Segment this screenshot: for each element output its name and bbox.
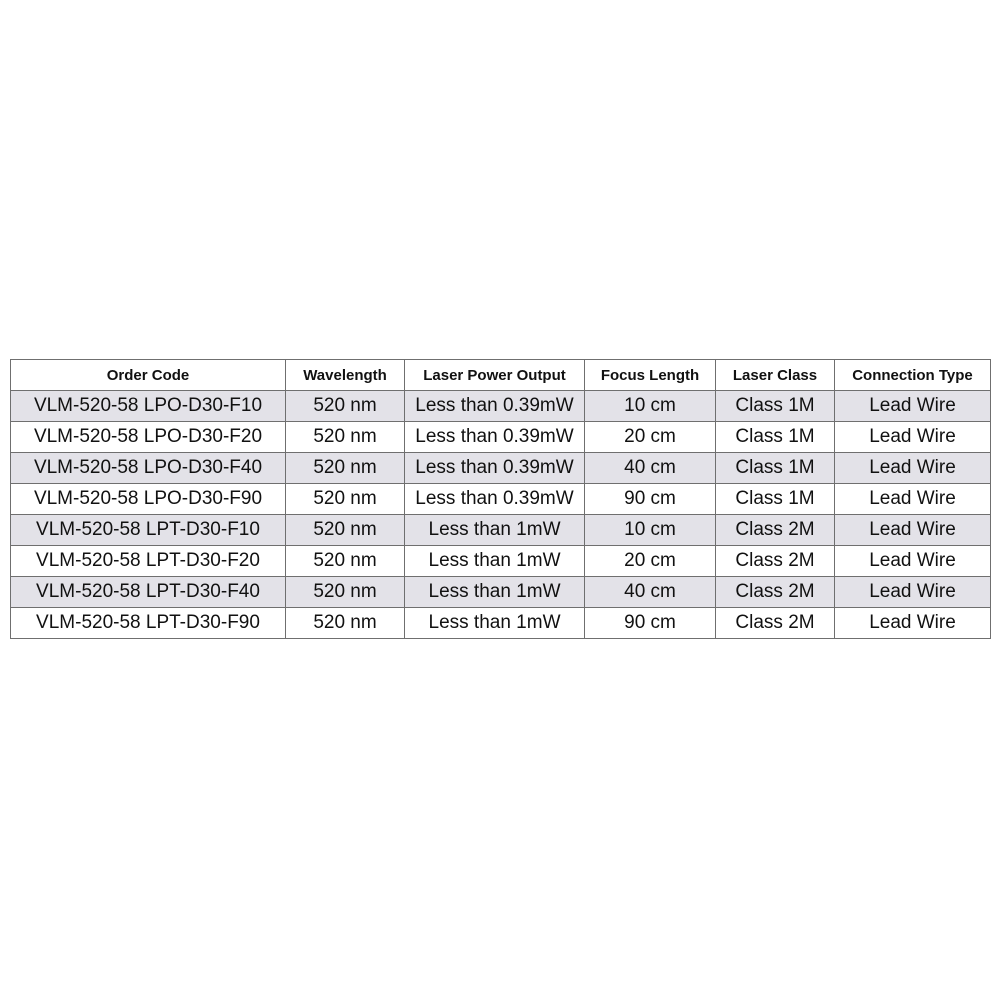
cell-laser-class: Class 1M [716,422,835,453]
table-row [11,515,991,546]
cell-laser-power-output: Less than 1mW [405,577,585,608]
cell-laser-power-output: Less than 1mW [405,608,585,639]
cell-order-code: VLM-520-58 LPO-D30-F10 [11,391,286,422]
cell-focus-length: 10 cm [585,515,716,546]
cell-connection-type: Lead Wire [835,422,991,453]
cell-laser-class: Class 1M [716,453,835,484]
cell-wavelength: 520 nm [286,422,405,453]
header-order-code: Order Code [11,360,286,391]
cell-connection-type: Lead Wire [835,484,991,515]
cell-laser-class: Class 2M [716,515,835,546]
table-row [11,453,991,484]
table-row [11,577,991,608]
table-header [11,360,991,391]
cell-focus-length: 40 cm [585,577,716,608]
table-row [11,608,991,639]
cell-focus-length: 10 cm [585,391,716,422]
header-row [11,360,991,391]
header-laser-class: Laser Class [716,360,835,391]
cell-laser-class: Class 2M [716,608,835,639]
header-connection-type: Connection Type [835,360,991,391]
cell-order-code: VLM-520-58 LPO-D30-F40 [11,453,286,484]
cell-wavelength: 520 nm [286,608,405,639]
cell-connection-type: Lead Wire [835,391,991,422]
cell-focus-length: 20 cm [585,422,716,453]
table-row [11,546,991,577]
cell-laser-power-output: Less than 0.39mW [405,422,585,453]
cell-order-code: VLM-520-58 LPO-D30-F90 [11,484,286,515]
table-row [11,391,991,422]
cell-focus-length: 90 cm [585,484,716,515]
cell-laser-class: Class 1M [716,484,835,515]
header-focus-length: Focus Length [585,360,716,391]
cell-focus-length: 40 cm [585,453,716,484]
cell-laser-power-output: Less than 0.39mW [405,391,585,422]
cell-laser-power-output: Less than 1mW [405,546,585,577]
header-laser-power-output: Laser Power Output [405,360,585,391]
cell-connection-type: Lead Wire [835,608,991,639]
cell-connection-type: Lead Wire [835,515,991,546]
cell-wavelength: 520 nm [286,391,405,422]
cell-wavelength: 520 nm [286,577,405,608]
cell-wavelength: 520 nm [286,484,405,515]
table-row [11,484,991,515]
cell-order-code: VLM-520-58 LPT-D30-F20 [11,546,286,577]
cell-laser-power-output: Less than 0.39mW [405,453,585,484]
cell-connection-type: Lead Wire [835,577,991,608]
cell-connection-type: Lead Wire [835,546,991,577]
table-row [11,422,991,453]
cell-laser-class: Class 1M [716,391,835,422]
cell-wavelength: 520 nm [286,453,405,484]
cell-order-code: VLM-520-58 LPT-D30-F40 [11,577,286,608]
cell-laser-class: Class 2M [716,546,835,577]
cell-order-code: VLM-520-58 LPT-D30-F90 [11,608,286,639]
cell-focus-length: 90 cm [585,608,716,639]
cell-order-code: VLM-520-58 LPT-D30-F10 [11,515,286,546]
cell-focus-length: 20 cm [585,546,716,577]
header-wavelength: Wavelength [286,360,405,391]
cell-laser-power-output: Less than 1mW [405,515,585,546]
cell-laser-class: Class 2M [716,577,835,608]
cell-wavelength: 520 nm [286,515,405,546]
laser-spec-table [10,359,991,639]
cell-order-code: VLM-520-58 LPO-D30-F20 [11,422,286,453]
table-body [11,391,991,639]
cell-laser-power-output: Less than 0.39mW [405,484,585,515]
cell-wavelength: 520 nm [286,546,405,577]
cell-connection-type: Lead Wire [835,453,991,484]
